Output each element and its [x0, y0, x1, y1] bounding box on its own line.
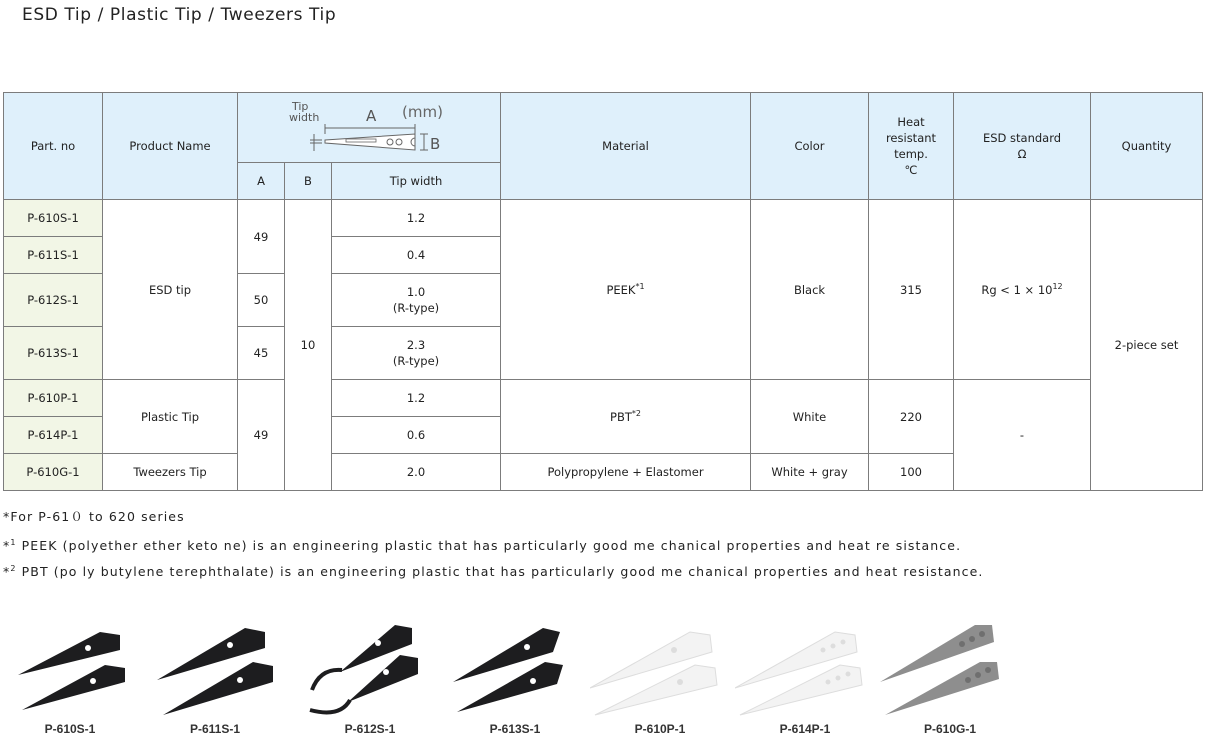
product-image-label: P-610G-1	[923, 722, 977, 736]
tip-width-cell: 0.6	[332, 417, 501, 454]
a-cell: 49	[238, 380, 285, 491]
tweezers-tip-image-icon	[445, 610, 585, 720]
footnote-mark: *	[3, 538, 11, 554]
page-title: ESD Tip / Plastic Tip / Tweezers Tip	[22, 5, 337, 25]
tip-width-cell	[332, 274, 501, 327]
a-cell: 49	[238, 200, 285, 274]
a-cell: 45	[238, 327, 285, 380]
footnote-mark: *	[3, 564, 11, 580]
tweezers-tip-image-icon	[145, 610, 285, 720]
footnote-text: For P-61０ to 620 series	[10, 509, 185, 524]
header-material: Material	[501, 93, 751, 200]
header-heat-line3: temp.	[894, 147, 928, 161]
header-product-name: Product Name	[103, 93, 238, 200]
esd-cell: -	[954, 380, 1091, 491]
product-image-label: P-614P-1	[779, 722, 831, 736]
product-gallery	[0, 605, 1232, 747]
heat-cell: 220	[869, 380, 954, 454]
material-cell: Polypropylene + Elastomer	[501, 454, 751, 491]
tip-width-value: 1.0	[406, 285, 426, 299]
product-image-label: P-610S-1	[44, 722, 96, 736]
b-cell: 10	[285, 200, 332, 491]
product-image-label: P-613S-1	[489, 722, 541, 736]
footnote-mark: *	[3, 509, 11, 524]
header-heat-temp	[869, 93, 954, 200]
heat-cell: 315	[869, 200, 954, 380]
product-name-cell: Tweezers Tip	[103, 454, 238, 491]
product-image-p611s1	[145, 605, 285, 747]
part-no-cell: P-613S-1	[4, 327, 103, 380]
tweezers-tip-image-icon	[735, 610, 875, 720]
esd-cell	[954, 200, 1091, 380]
product-image-p613s1	[445, 605, 585, 747]
part-no-cell: P-610S-1	[4, 200, 103, 237]
footnote-text: PEEK (polyether ether keto ne) is an engineering plastic that has particularly good me chanical properties and heat re sistance.	[16, 538, 962, 554]
quantity-cell: 2-piece set	[1091, 200, 1203, 491]
tip-width-cell: 1.2	[332, 200, 501, 237]
header-esd-standard	[954, 93, 1091, 200]
product-name-cell: ESD tip	[103, 200, 238, 380]
tip-width-cell: 1.2	[332, 380, 501, 417]
product-image-label: P-611S-1	[189, 722, 241, 736]
material-pbt: PBT	[610, 409, 632, 424]
tweezers-tip-image-icon	[300, 610, 440, 720]
header-quantity: Quantity	[1091, 93, 1203, 200]
product-image-p612s1	[300, 605, 440, 747]
tweezers-tip-image-icon	[0, 610, 140, 720]
table-row	[4, 200, 1203, 237]
material-cell	[501, 200, 751, 380]
svg-text:(mm): (mm)	[402, 102, 443, 121]
tip-type-note: (R-type)	[392, 301, 440, 315]
header-tip-width: Tip width	[332, 163, 501, 200]
esd-value: Rg < 1 × 10	[981, 282, 1053, 297]
material-peek: PEEK	[606, 282, 636, 297]
tip-width-value: 2.3	[406, 338, 426, 352]
footnote-text: PBT (po ly butylene terephthalate) is an engineering plastic that has particularly good me chanical properties and heat resistance.	[16, 564, 984, 580]
spec-table	[3, 92, 1203, 491]
footnote-pbt	[3, 561, 984, 587]
footnotes	[3, 509, 984, 587]
part-no-cell: P-612S-1	[4, 274, 103, 327]
header-heat-line1: Heat	[897, 115, 925, 129]
heat-cell: 100	[869, 454, 954, 491]
table-row	[4, 380, 1203, 417]
footnote-ref: *2	[631, 408, 641, 418]
part-no-cell: P-610G-1	[4, 454, 103, 491]
product-image-p610s1	[0, 605, 140, 747]
tip-width-cell: 2.0	[332, 454, 501, 491]
product-image-label: P-612S-1	[344, 722, 396, 736]
header-dimension-diagram	[238, 93, 501, 163]
svg-text:width: width	[289, 110, 320, 124]
product-image-p610p1	[590, 605, 730, 747]
header-esd-label: ESD standard	[982, 131, 1062, 145]
product-name-cell: Plastic Tip	[103, 380, 238, 454]
tip-dimension-diagram-icon	[284, 96, 454, 156]
svg-text:A: A	[366, 106, 377, 125]
footnote-peek	[3, 535, 984, 561]
tip-type-note: (R-type)	[392, 354, 440, 368]
footnote-ref: *1	[635, 281, 645, 291]
tweezers-tip-image-icon	[880, 610, 1020, 720]
product-image-p614p1	[735, 605, 875, 747]
color-cell: White + gray	[751, 454, 869, 491]
svg-text:Tip: Tip	[292, 99, 309, 113]
esd-exponent: 12	[1052, 281, 1063, 291]
header-heat-unit: ℃	[904, 163, 918, 177]
footnote-series	[3, 509, 984, 535]
footnote-number: 2	[10, 564, 17, 573]
tip-width-cell: 0.4	[332, 237, 501, 274]
product-image-p610g1	[880, 605, 1020, 747]
header-b: B	[285, 163, 332, 200]
header-part-no: Part. no	[4, 93, 103, 200]
color-cell: Black	[751, 200, 869, 380]
header-heat-line2: resistant	[885, 131, 937, 145]
part-no-cell: P-614P-1	[4, 417, 103, 454]
a-cell: 50	[238, 274, 285, 327]
color-cell: White	[751, 380, 869, 454]
tweezers-tip-image-icon	[590, 610, 730, 720]
part-no-cell: P-610P-1	[4, 380, 103, 417]
part-no-cell: P-611S-1	[4, 237, 103, 274]
product-image-label: P-610P-1	[634, 722, 686, 736]
svg-text:B: B	[430, 134, 441, 153]
header-color: Color	[751, 93, 869, 200]
material-cell	[501, 380, 751, 454]
header-esd-unit: Ω	[1017, 147, 1027, 161]
tip-width-cell	[332, 327, 501, 380]
header-a: A	[238, 163, 285, 200]
footnote-number: 1	[10, 538, 17, 547]
